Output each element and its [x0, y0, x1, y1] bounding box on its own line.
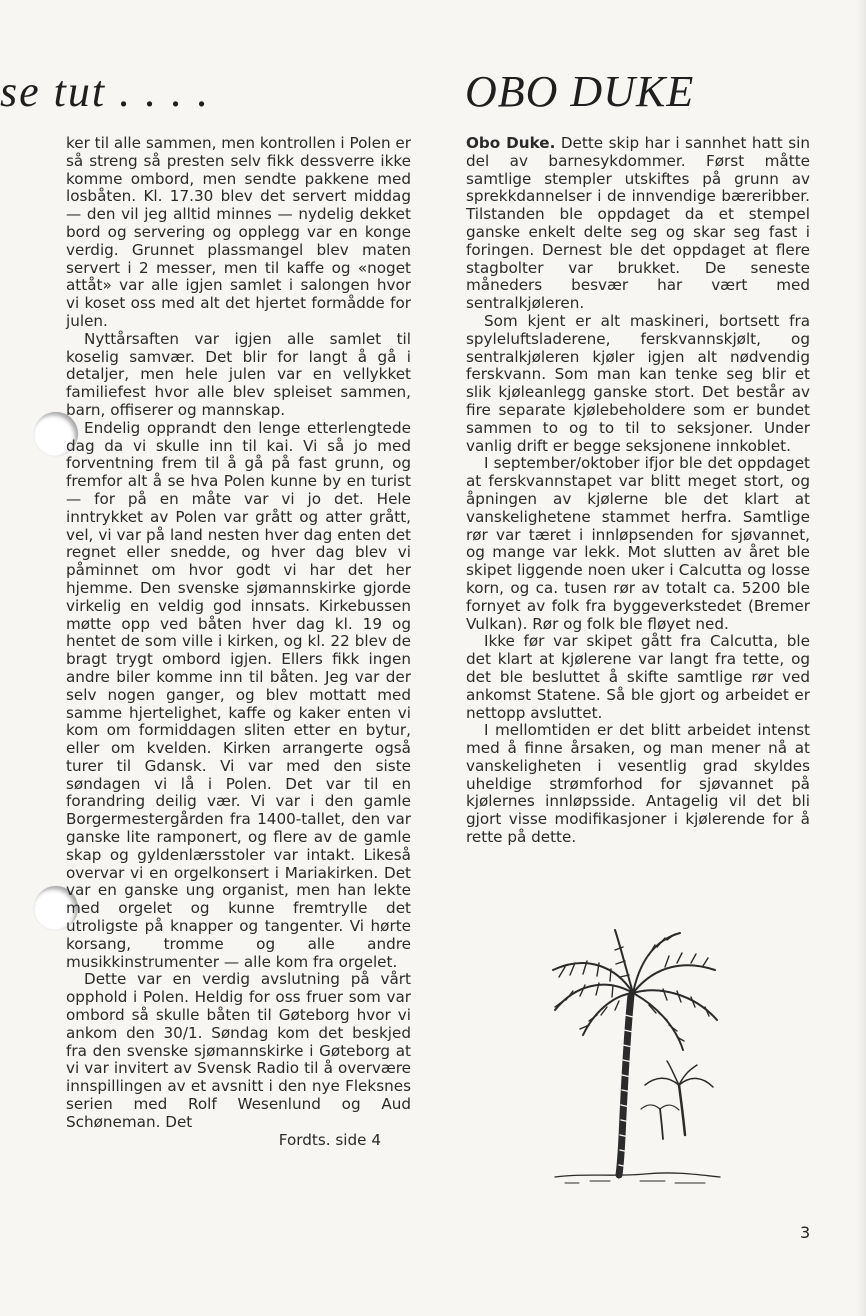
continued-note: Fordts. side 4	[278, 1130, 381, 1149]
left-paragraph: Endelig opprandt den lenge etterlengtede dag da vi skulle inn til kai. Vi så jo med forventning frem til å gå på fast grunn, og fremfor alt å se hva Polen kunne by en turist — for på en måte var vi jo det. Hele inntrykket av Polen var grått og atter grått, vel, vi var på land nesten hver dag enten det regnet eller snedde, og hver dag blev vi påminnet om hvor godt vi har det her hjemme. Den svenske sjømannskirke gjorde virkelig en veldig god innsats. Kirkebussen møtte opp ved båten hver dag kl. 19 og hentet de som ville i kirken, og kl. 22 blev de bragt trygt ombord igjen. Ellers fikk ingen andre biler komme inn til båten. Jeg var der selv nogen ganger, og blev mottatt med samme hjertelighet, kaffe og kaker enten vi kom om formiddagen sliten etter en bytur, eller om kvelden. Kirken arrangerte også turer til Gdansk. Vi var med den siste søndagen vi lå i Polen. Det var til en forandring deilig vær. Vi var i den gamle Borgermestergården fra 1400-tallet, den var ganske lite ramponert, og flere av de gamle skap og gyldenlærsstoler var intakt. Likeså overvar vi en orgelkonsert i Mariakirken. Det var en ganske ung organist, men han lekte med orgelet og kunne fremtrylle det utroligste på knapper og tangenter. Vi hørte korsang, tromme og alle andre musikkinstrumenter — alle kom fra orgelet.	[66, 418, 411, 971]
right-article-column	[466, 135, 810, 847]
left-paragraph: ker til alle sammen, men kontrollen i Polen er så streng så presten selv fikk dessverre ikke komme ombord, men sendte pakkene med losbåten. Kl. 17.30 blev det servert middag — den vil jeg alltid minnes — nydelig dekket bord og servering og opplegg var en konge verdig. Grunnet plassmangel blev maten servert i 2 messer, men til kaffe og «noget attåt» var alle igjen samlet i salongen hvor vi koset oss med alt det hjertet formådde for julen.	[66, 134, 411, 330]
left-paragraph: Dette var en verdig avslutning på vårt opphold i Polen. Heldig for oss fruer som var ombord så skulle båten til Gøteborg hvor vi ankom den 30/1. Søndag kom det beskjed fra den svenske sjømannskirke i Gøteborg at vi var invitert av Svensk Radio til å overvære innspillingen av et avsnitt i den nye Fleksnes serien med Rolf Wesenlund og Aud Schøneman. Det	[66, 970, 411, 1131]
right-paragraph: I september/oktober ifjor ble det oppdaget at ferskvannstapet var blitt meget stort, og åpningen av kjølerne ble det klart at vanskelighetene stammet herfra. Samtlige rør var tæret i innløpsenden for sjøvannet, og mange var lekk. Mot slutten av året ble skipet liggende noen uker i Calcutta og losse korn, og ca. tusen rør av totalt ca. 5200 ble fornyet av folk fra byggeverkstedet (Bremer Vulkan). Rør og folk ble fløyet ned.	[466, 454, 810, 633]
left-paragraph: Nyttårsaften var igjen alle samlet til koselig samvær. Det blir for langt å gå i detaljer, men hele julen var en vellykket familiefest hvor alle blev spleiset sammen, barn, offiserer og mannskap.	[66, 329, 411, 419]
left-heading: se tut . . . .	[0, 67, 211, 116]
palm-tree-icon	[545, 925, 725, 1187]
lead-bold-text: Obo Duke.	[466, 134, 556, 152]
page-number: 3	[800, 1223, 811, 1242]
right-paragraph: I mellomtiden er det blitt arbeidet intenst med å finne årsaken, og man mener nå at vanskeligheten i vesentlig grad skyldes uheldige strømforhod for sjøvannet på kjølernes innløpsside. Antagelig vil det bli gjort visse modifikasjoner i kjølerende for å rette på dette.	[466, 721, 810, 847]
lead-body-text: Dette skip har i sannhet hatt sin del av barnesykdommer. Først måtte samtlige stempler utskiftes på grunn av sprekkdannelser i de innvendige bæreribber. Tilstanden ble oppdaget da et stempel ganske enkelt delte seg og skar seg fast i foringen. Dernest ble det oppdaget at flere stagbolter var brukket. De seneste måneders besvær har vært med sentralkjøleren.	[466, 134, 810, 313]
right-paragraph: Ikke før var skipet gått fra Calcutta, ble det klart at kjølerene var langt fra tette, og det ble besluttet å skifte samtlige rør ved ankomst Statene. Så ble gjort og arbeidet er nettopp avsluttet.	[466, 632, 810, 722]
right-paragraph-lead	[466, 135, 810, 313]
right-heading: OBO DUKE	[465, 67, 695, 116]
page-edge	[856, 0, 866, 1316]
left-article-column	[66, 135, 411, 1149]
right-paragraph: Som kjent er alt maskineri, bortsett fra spyleluftsladerene, ferskvannskjølt, og sentralkjøleren kjøler igjen alt nødvendig ferskvann. Som man kan tenke seg blir et slik kjøleanlegg ganske stort. Det består av fire separate kjølebeholdere som er bundet sammen to og to til to seksjoner. Under vanlig drift er begge seksjonene innkoblet.	[466, 311, 810, 455]
